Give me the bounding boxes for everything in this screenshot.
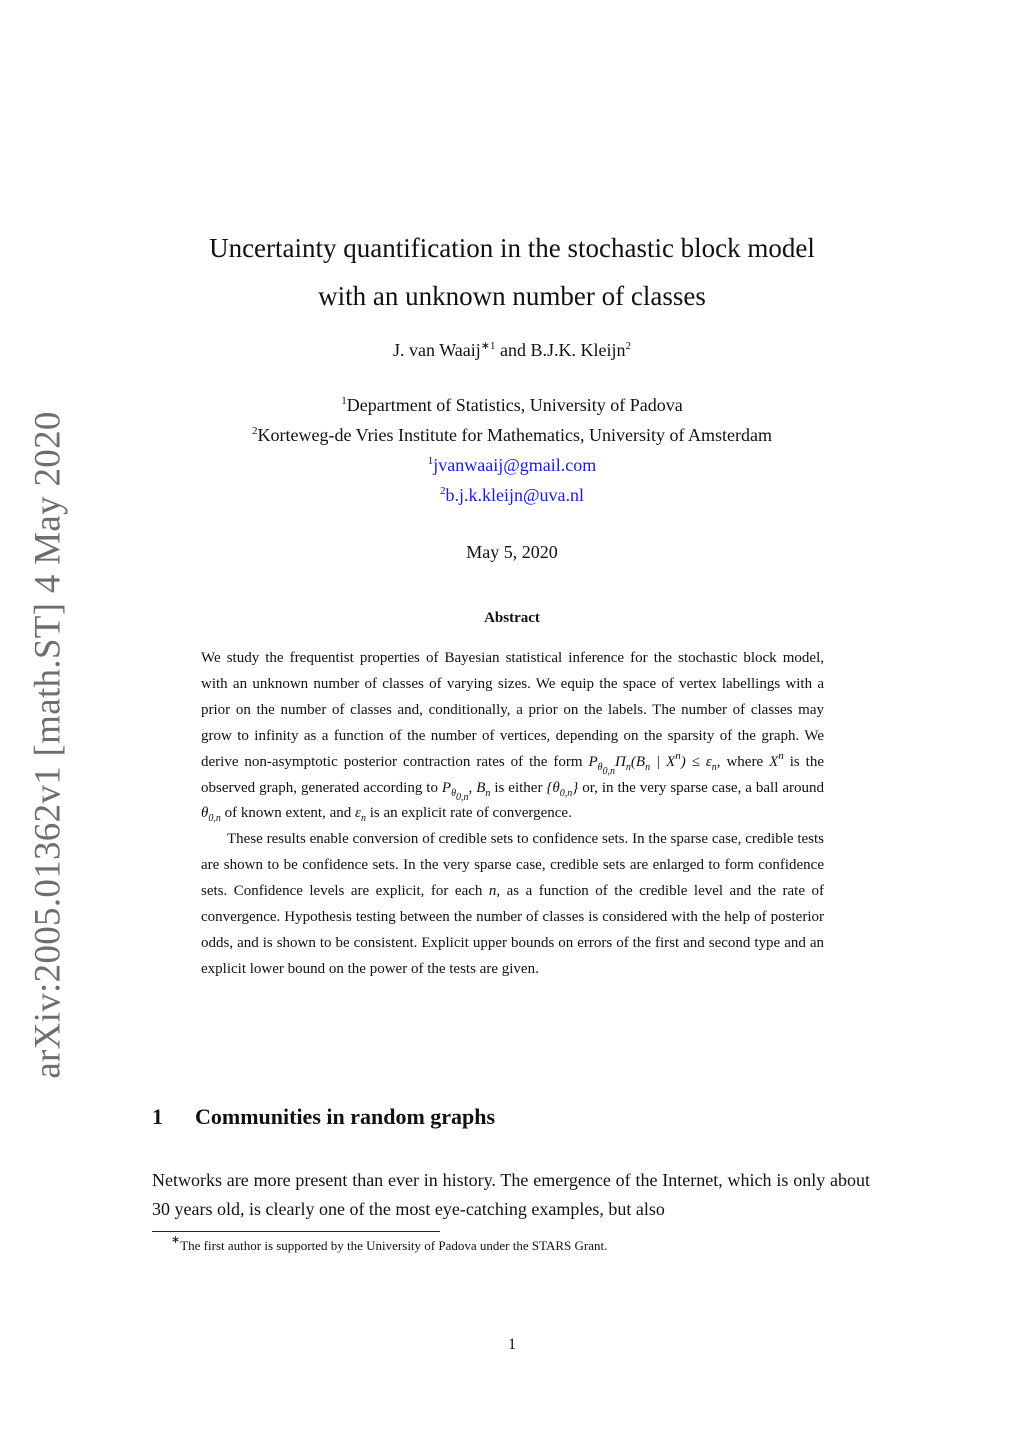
author-1: J. van Waaij [393,340,481,360]
abstract-paragraph-2: These results enable conversion of credible sets to confidence sets. In the sparse case, credible tests are shown to be confidence sets. In the very sparse case, credible sets are enlarged to form confidence sets. Confidence levels are explicit, for each n, as a function of the credible level and the rate of convergence. Hypothesis testing between the number of classes is considered with the help of posterior odds, and is shown to be consistent. Explicit upper bounds on errors of the first and second type and an explicit lower bound on the power of the tests are given. [201,831,825,977]
section-number: 1 [152,1104,163,1129]
affiliation-padova [112,390,912,420]
math-expression: $P_{\theta_{0,n}}\Pi_n(B_n$ | $X^n) \le \varepsilon_n$ [588,749,717,777]
section-heading [152,1104,495,1130]
footnote-rule [152,1231,440,1232]
math-expression: $X^n$ [769,749,784,770]
footnote [171,1234,608,1254]
affiliation-text: Department of Statistics, University of Padova [346,395,683,415]
body-text [152,1166,870,1224]
footnote-text: The first author is supported by the University of Padova under the STARS Grant. [180,1238,608,1253]
author-list [112,340,912,361]
author-2-marks: 2 [625,340,631,352]
author-1-marks: ∗1 [480,340,496,352]
affiliation-amsterdam [112,420,912,450]
math-expression: n [488,883,497,900]
paper-title [112,224,912,320]
body-paragraph: Networks are more present than ever in history. The emergence of the Internet, which is only about 30 years old, is clearly one of the most eye-catching examples, but also [152,1170,870,1219]
email-link-2[interactable]: b.j.k.kleijn@uva.nl [445,485,585,505]
email-1 [112,450,912,480]
email-link-1[interactable]: jvanwaaij@gmail.com [433,455,597,475]
paper-date: May 5, 2020 [466,542,558,562]
affiliation-mark: 1 [341,395,347,407]
abstract-heading: Abstract [484,610,540,626]
arxiv-stamp: arXiv:2005.01362v1 [math.ST] 4 May 2020 [27,411,69,1079]
affiliation-mark: 2 [252,425,258,437]
footnote-mark: ∗ [171,1234,181,1246]
title-line-2: with an unknown number of classes [318,281,706,311]
email-mark: 1 [427,455,434,467]
email-2 [112,480,912,510]
math-expression: $\theta_{0,n}$ [201,805,221,825]
section-title: Communities in random graphs [195,1104,496,1129]
title-line-1: Uncertainty quantification in the stochastic block model [209,233,815,263]
math-expression: $P_{\theta_{0,n}}$, $B_n$ [441,779,491,803]
math-expression: $\varepsilon_n$ [355,805,366,825]
author-2: B.J.K. Kleijn [530,340,626,360]
email-mark: 2 [439,485,446,497]
author-conjunction: and [495,340,531,360]
affiliations [112,390,912,510]
page-number: 1 [508,1336,516,1353]
affiliation-text: Korteweg-de Vries Institute for Mathematics, University of Amsterdam [257,425,772,445]
math-expression: $\{\theta_{0,n}\}$ [546,779,579,799]
abstract-body [201,646,824,983]
abstract-paragraph-1: We study the frequentist properties of Bayesian statistical inference for the stochastic block model, with an unknown number of classes of varying sizes. We equip the space of vertex labellings with a prior on the number of classes and, conditionally, a prior on the labels. The number of classes may grow to infinity as a function of the number of vertices, depending on the sparsity of the graph. We derive non-asymptotic posterior contraction rates of the form $P_{\theta_{0,n}}\Pi_n(B_n$ | $X^n) \le \varepsilon_n$, where $X^n$ is the observed graph, generated according to $P_{\theta_{0,n}}$, $B_n$ is either $\{\theta_{0,n}\}$ or, in the very sparse case, a ball around $\theta_{0,n}$ of known extent, and $\varepsilon_n$ is an explicit rate of convergence. [201,650,824,825]
